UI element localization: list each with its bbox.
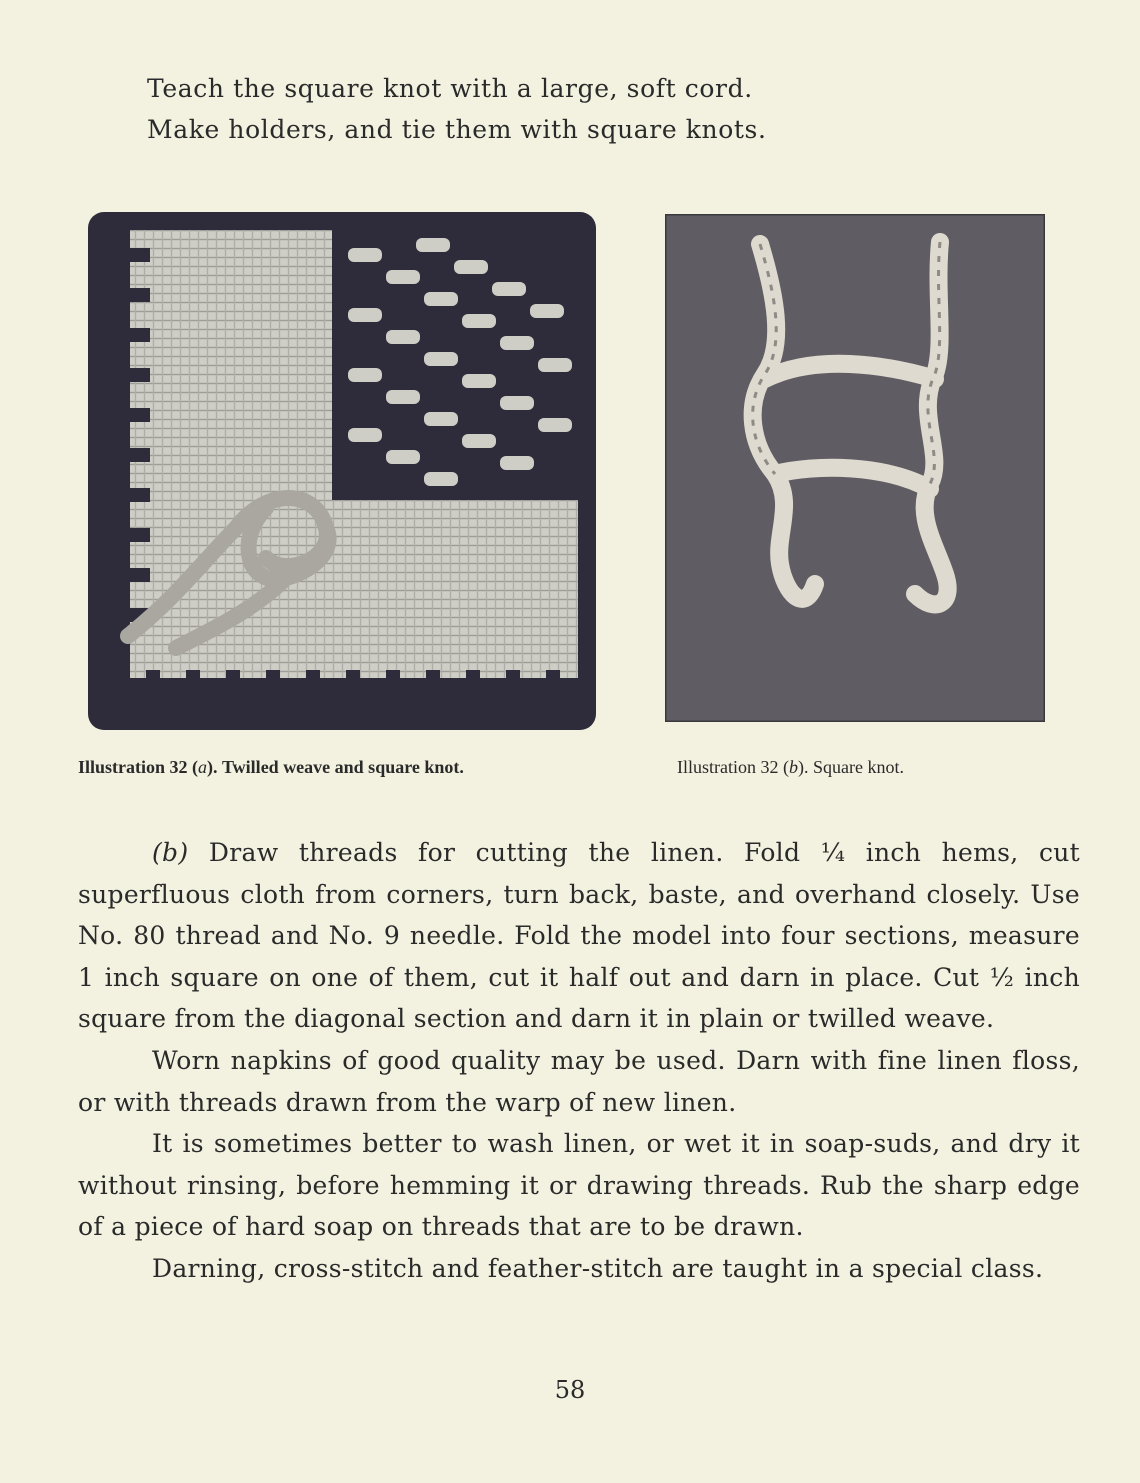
- page-number: 58: [554, 1376, 586, 1404]
- caption-a-text: Twilled weave and square knot.: [222, 757, 464, 777]
- paragraph-4: Darning, cross-stitch and feather-stitch are taught in a special class.: [152, 1253, 1044, 1283]
- paragraph-1-text: Draw threads for cutting the linen. Fold ¼ inch hems, cut superfluous cloth from corners, turn back, baste, and overhand closely. Use No. 80 thread and No. 9 needle. Fold the model into four sections, measure 1 inch square on one of them, cut it half out and darn in place. Cut ½ inch square from the diagonal section and darn it in plain or twilled weave.: [78, 838, 1080, 1034]
- paragraph-3: It is sometimes better to wash linen, or wet it in soap-suds, and dry it without rinsing, before hemming it or drawing threads. Rub the sharp edge of a piece of hard soap on threads that are to be drawn.: [78, 1129, 1080, 1242]
- intro-line-2: Make holders, and tie them with square knots.: [147, 115, 767, 144]
- caption-a-letter: a: [198, 757, 208, 777]
- paragraph-1: [78, 832, 1080, 1040]
- figure-twilled-weave-holder: [86, 208, 598, 734]
- caption-b-suffix: ).: [797, 757, 809, 777]
- body-text: [78, 832, 1080, 1290]
- paragraph-1-lead: (b): [152, 838, 189, 867]
- intro-text: [147, 68, 767, 150]
- figure-square-knot: [665, 214, 1045, 722]
- caption-b-letter: b: [788, 757, 798, 777]
- caption-a-prefix: Illustration 32 (: [78, 757, 199, 777]
- caption-illustration-b: [677, 757, 904, 778]
- caption-b-prefix: Illustration 32 (: [677, 757, 789, 777]
- caption-illustration-a: [78, 757, 464, 778]
- paragraph-2: Worn napkins of good quality may be used. Darn with fine linen floss, or with threads drawn from the warp of new linen.: [78, 1045, 1080, 1117]
- caption-b-text: Square knot.: [812, 757, 904, 777]
- caption-a-suffix: ).: [207, 757, 218, 777]
- intro-line-1: Teach the square knot with a large, soft cord.: [147, 74, 753, 103]
